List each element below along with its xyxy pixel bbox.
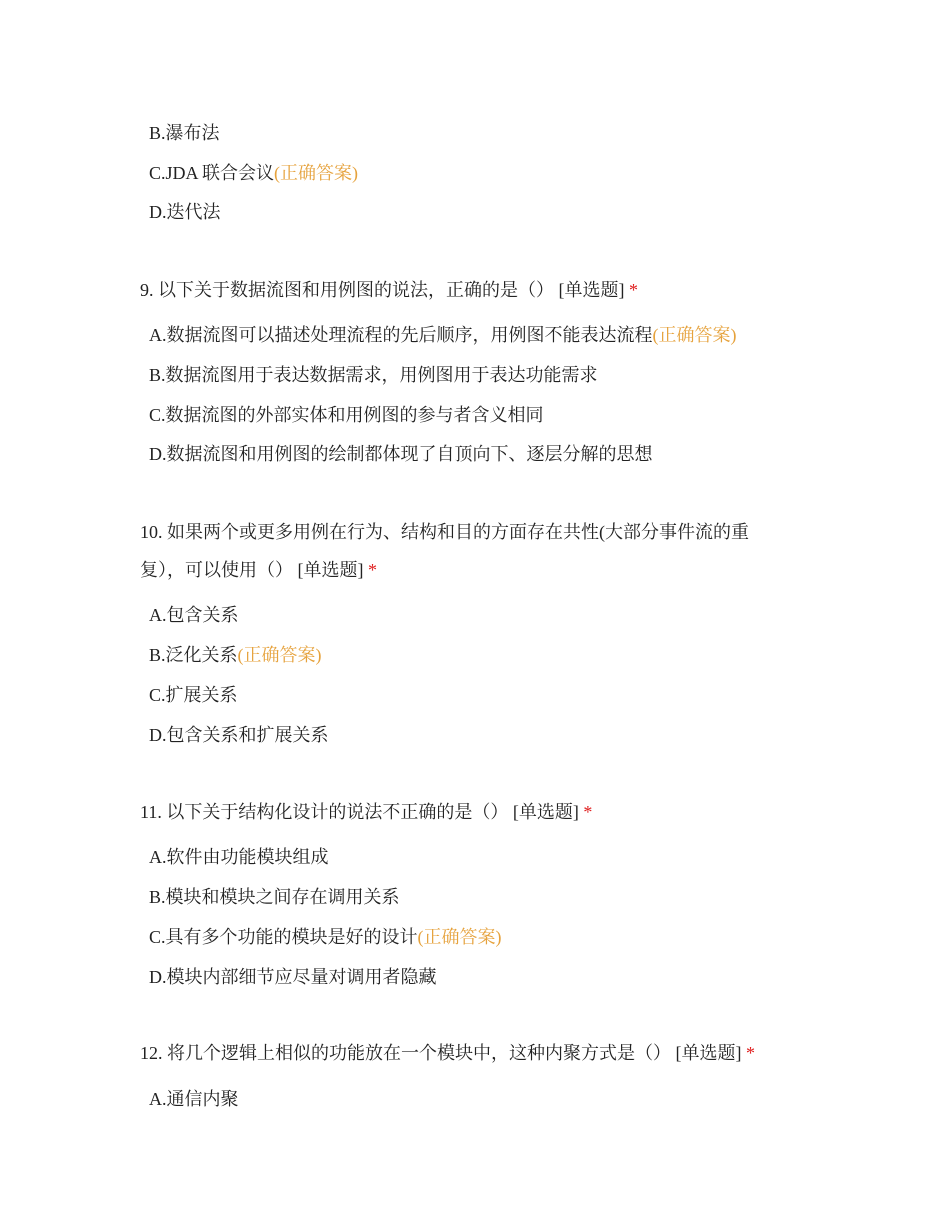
option-d xyxy=(149,441,653,467)
option-d xyxy=(149,199,221,225)
question-type-tag: [单选题] xyxy=(297,560,364,580)
question-text: 12. 将几个逻辑上相似的功能放在一个模块中，这种内聚方式是（） xyxy=(140,1043,671,1063)
question-type-tag: [单选题] xyxy=(675,1043,742,1063)
question-text: 复），可以使用（） xyxy=(140,560,293,580)
question-text: 11. 以下关于结构化设计的说法不正确的是（） xyxy=(140,802,509,822)
option-text: C.数据流图的外部实体和用例图的参与者含义相同 xyxy=(149,405,544,425)
option-c xyxy=(149,924,502,950)
correct-answer-tag: (正确答案) xyxy=(274,163,359,183)
option-b xyxy=(149,884,400,910)
correct-answer-tag: (正确答案) xyxy=(237,645,322,665)
option-text: B.瀑布法 xyxy=(149,123,220,143)
option-text: D.模块内部细节应尽量对调用者隐藏 xyxy=(149,967,437,987)
required-mark: * xyxy=(368,560,377,580)
option-a xyxy=(149,602,239,628)
option-text: A.软件由功能模块组成 xyxy=(149,847,329,867)
question-9-title xyxy=(140,277,638,303)
question-10-title xyxy=(140,519,749,545)
question-10-title-cont xyxy=(140,557,377,583)
required-mark: * xyxy=(583,802,593,822)
option-text: D.包含关系和扩展关系 xyxy=(149,725,329,745)
option-text: D.数据流图和用例图的绘制都体现了自顶向下、逐层分解的思想 xyxy=(149,444,653,464)
option-c xyxy=(149,682,238,708)
correct-answer-tag: (正确答案) xyxy=(652,325,737,345)
question-type-tag: [单选题] xyxy=(512,802,579,822)
option-b xyxy=(149,362,598,388)
option-text: A.通信内聚 xyxy=(149,1089,239,1109)
option-text: B.数据流图用于表达数据需求，用例图用于表达功能需求 xyxy=(149,365,598,385)
option-c xyxy=(149,160,358,186)
option-text: B.泛化关系 xyxy=(149,645,238,665)
option-text: C.扩展关系 xyxy=(149,685,238,705)
option-b xyxy=(149,642,322,668)
option-a xyxy=(149,322,737,348)
option-text: A.数据流图可以描述处理流程的先后顺序，用例图不能表达流程 xyxy=(149,325,653,345)
option-b xyxy=(149,120,220,146)
option-d xyxy=(149,964,437,990)
option-a xyxy=(149,1086,239,1112)
question-text: 9. 以下关于数据流图和用例图的说法，正确的是（） xyxy=(140,280,554,300)
option-text: C.JDA 联合会议 xyxy=(149,163,275,183)
option-text: C.具有多个功能的模块是好的设计 xyxy=(149,927,418,947)
question-11-title xyxy=(140,799,592,825)
option-a xyxy=(149,844,329,870)
question-12-title xyxy=(140,1040,755,1066)
option-d xyxy=(149,722,329,748)
required-mark: * xyxy=(629,280,638,300)
question-type-tag: [单选题] xyxy=(558,280,625,300)
correct-answer-tag: (正确答案) xyxy=(417,927,502,947)
option-text: A.包含关系 xyxy=(149,605,239,625)
option-text: B.模块和模块之间存在调用关系 xyxy=(149,887,400,907)
question-text: 10. 如果两个或更多用例在行为、结构和目的方面存在共性(大部分事件流的重 xyxy=(140,522,749,542)
option-c xyxy=(149,402,544,428)
required-mark: * xyxy=(746,1043,755,1063)
option-text: D.迭代法 xyxy=(149,202,221,222)
